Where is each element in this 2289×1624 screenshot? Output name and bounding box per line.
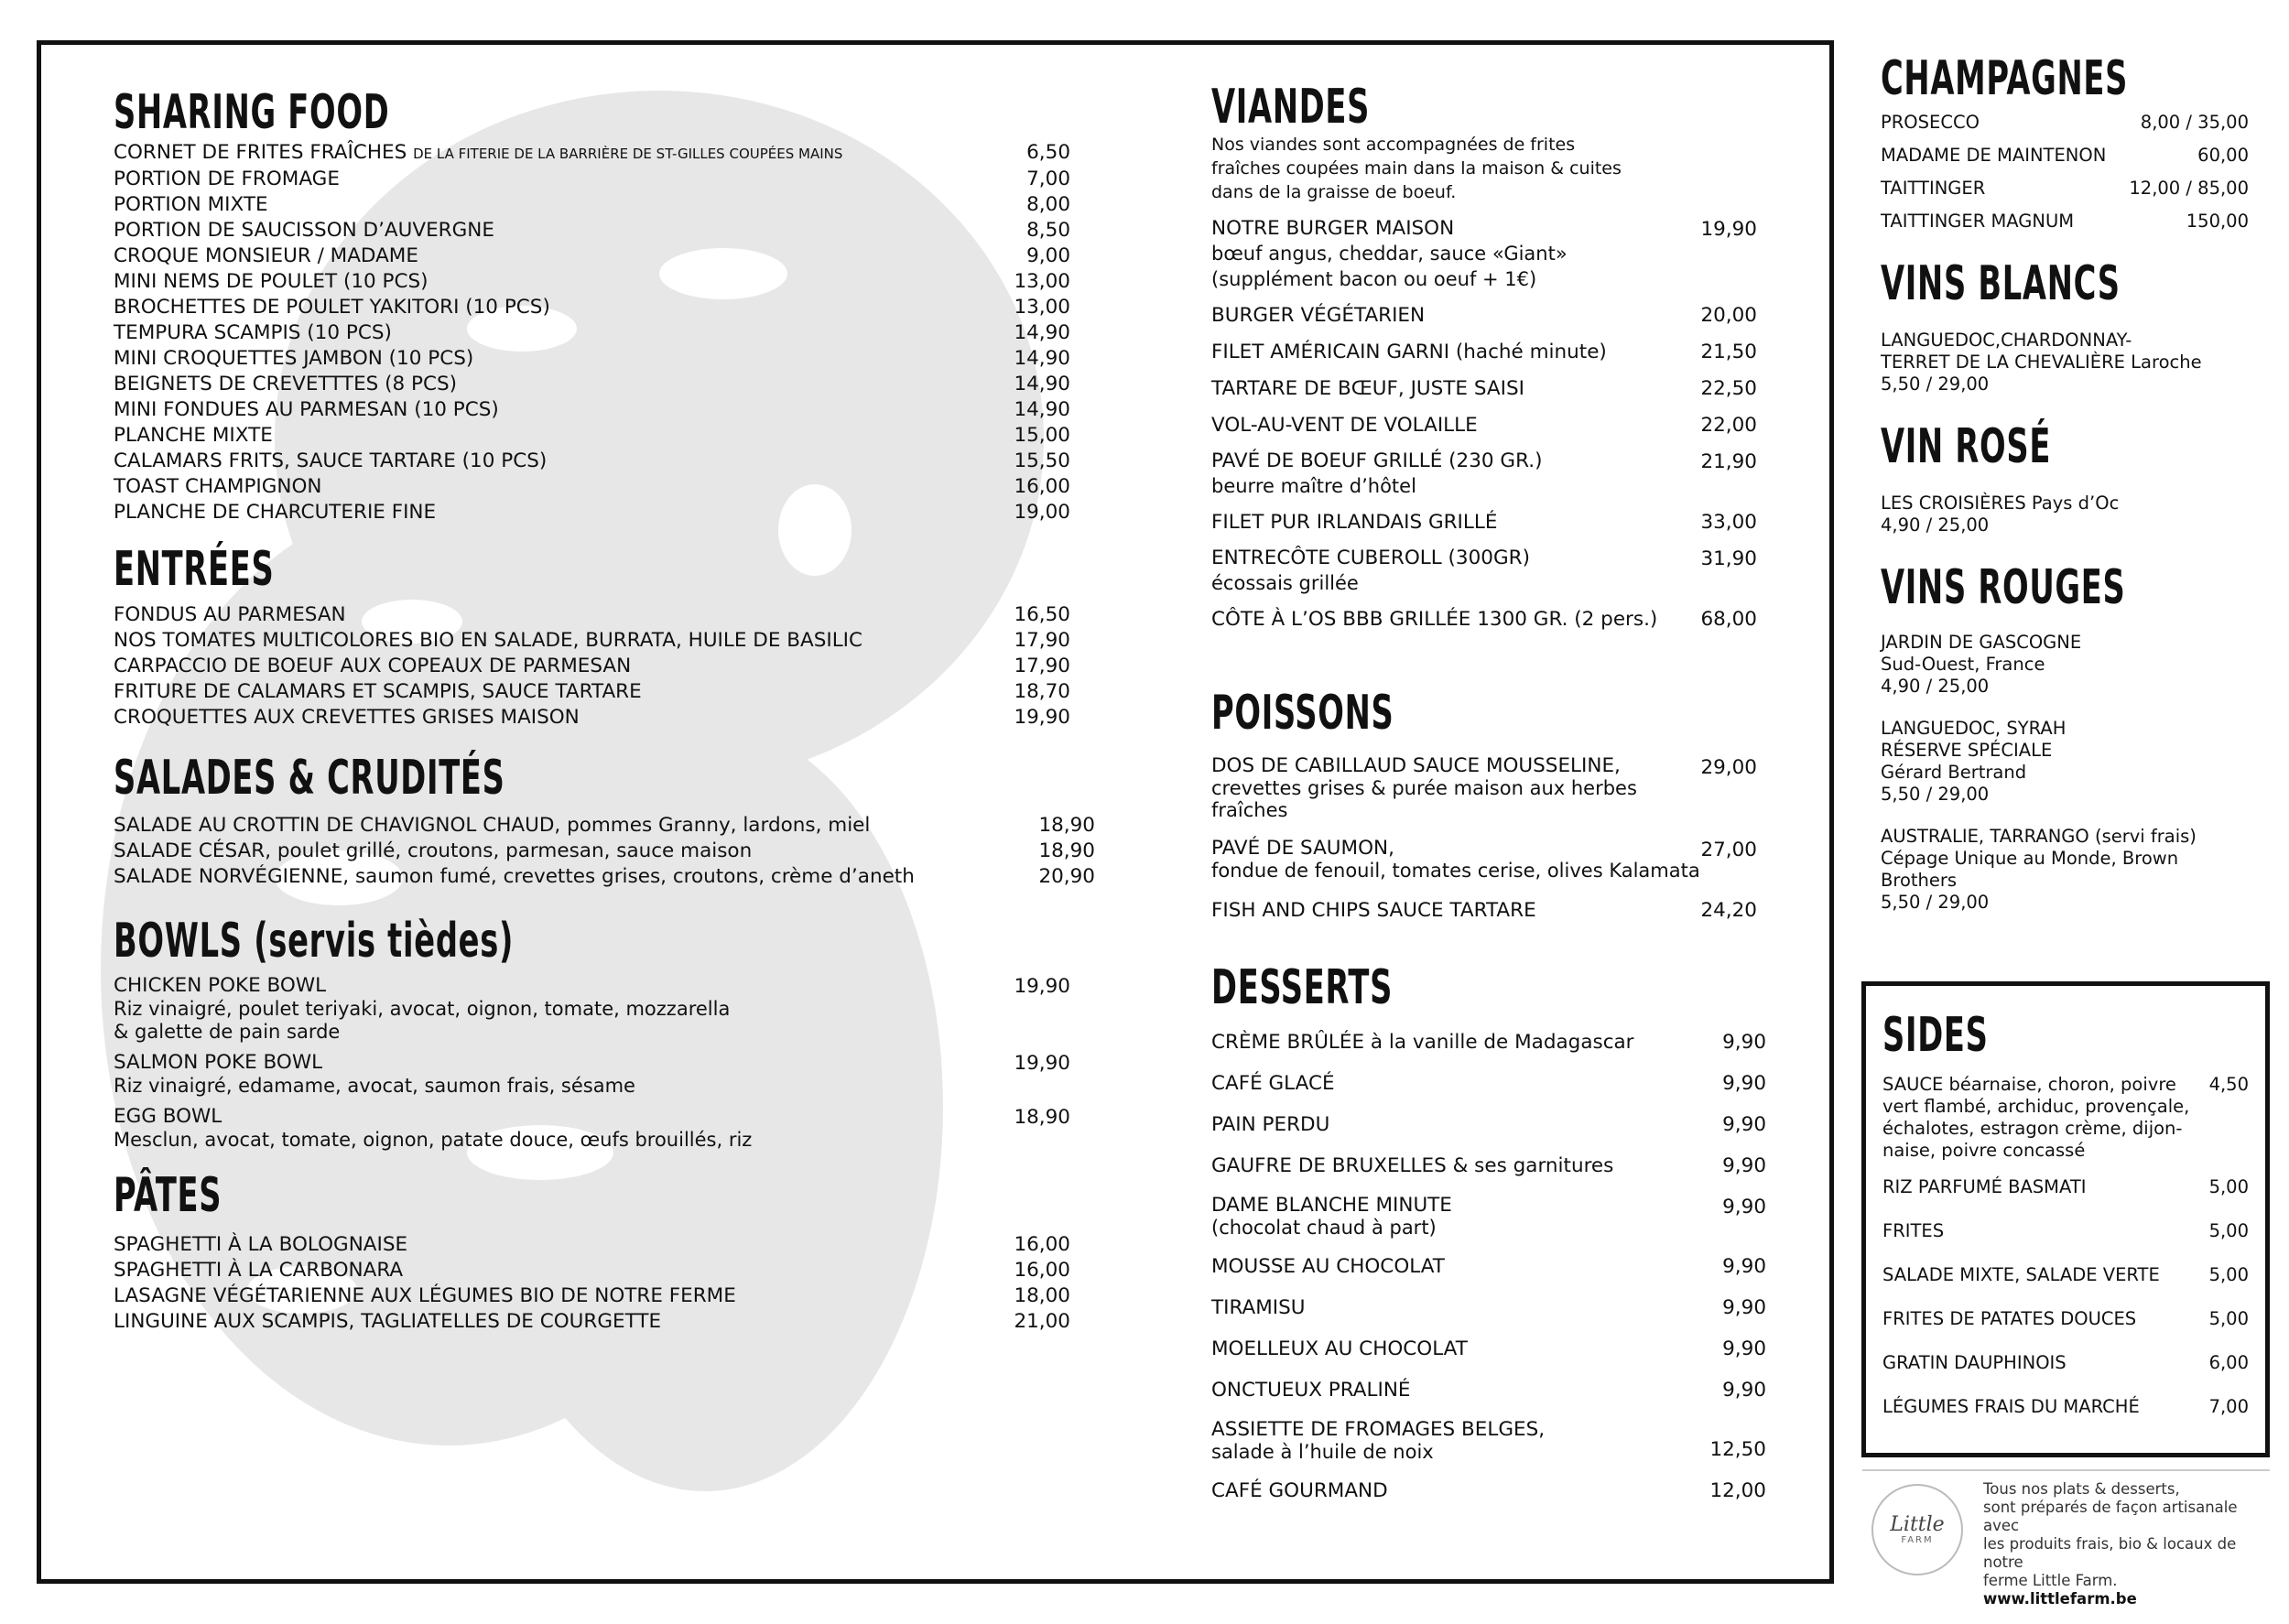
item-price: 13,00 (1014, 270, 1070, 293)
menu-item (1211, 1254, 1766, 1280)
side-item (1882, 1264, 2249, 1286)
item-price: 7,00 (1026, 168, 1070, 190)
item-name: PLANCHE MIXTE (114, 424, 273, 447)
wine-name: LES CROISIÈRES Pays d’Oc (1881, 493, 2120, 514)
item-price: 16,50 (1014, 603, 1070, 626)
item-name: BROCHETTES DE POULET YAKITORI (10 PCS) (114, 296, 550, 319)
menu-item (114, 705, 1070, 731)
item-price: 9,90 (1722, 1196, 1766, 1218)
item-name: CRÈME BRÛLÉE à la vanille de Madagascar (1211, 1031, 1634, 1054)
vins-rouges-section (1881, 560, 2249, 914)
wine-producer: Gérard Bertrand (1881, 762, 2027, 783)
side-name: SALADE MIXTE, SALADE VERTE (1882, 1264, 2160, 1285)
item-name: CÔTE À L’OS BBB GRILLÉE 1300 GR. (2 pers.) (1211, 608, 1658, 631)
item-name: CROQUETTES AUX CREVETTES GRISES MAISON (114, 706, 580, 729)
menu-item (114, 192, 1070, 218)
item-price: 9,00 (1026, 244, 1070, 267)
little-farm-logo-icon (1871, 1484, 1963, 1575)
left-column (114, 85, 1095, 1335)
menu-item (1211, 547, 1757, 596)
item-name: SALMON POKE BOWL (114, 1051, 323, 1074)
side-name: GRATIN DAUPHINOIS (1882, 1352, 2067, 1373)
item-name: MOUSSE AU CHOCOLAT (1211, 1255, 1445, 1278)
footer-line: les produits frais, bio & locaux de notre (1983, 1535, 2237, 1571)
bowls-section (114, 914, 1070, 1152)
item-price: 21,50 (1700, 341, 1757, 363)
item-price: 9,90 (1722, 1255, 1766, 1278)
section-note: fraîches coupées main dans la maison & cuites (1211, 158, 1622, 179)
item-name: EGG BOWL (114, 1105, 222, 1128)
menu-item (1211, 1195, 1766, 1239)
item-price: 9,90 (1722, 1296, 1766, 1319)
item-price: 17,90 (1014, 629, 1070, 652)
side-name: RIZ PARFUMÉ BASMATI (1882, 1176, 2087, 1197)
item-price: 18,70 (1014, 680, 1070, 703)
item-price: 20,00 (1700, 304, 1757, 327)
side-name: FRITES (1882, 1220, 1945, 1241)
menu-item (1211, 1153, 1766, 1179)
wine-price: 60,00 (2197, 145, 2249, 166)
side-price: 5,00 (2208, 1220, 2249, 1241)
wine-name: AUSTRALIE, TARRANGO (servi frais) (1881, 826, 2197, 847)
menu-item (114, 295, 1070, 320)
section-title: VINS ROUGES (1881, 560, 2126, 615)
item-description: Mesclun, avocat, tomate, oignon, patate douce, œufs brouillés, riz (114, 1129, 753, 1151)
item-name: LASAGNE VÉGÉTARIENNE AUX LÉGUMES BIO DE NOTRE FERME (114, 1284, 736, 1307)
item-price: 22,50 (1700, 377, 1757, 400)
item-description: beurre maître d’hôtel (1211, 475, 1416, 497)
wine-item (1881, 139, 2249, 172)
wine-name: TERRET DE LA CHEVALIÈRE Laroche (1881, 352, 2202, 373)
item-name: PAIN PERDU (1211, 1113, 1330, 1136)
footer-line: sont préparés de façon artisanale avec (1983, 1499, 2238, 1534)
item-description: Riz vinaigré, edamame, avocat, saumon frais, sésame (114, 1075, 635, 1097)
item-name: FISH AND CHIPS SAUCE TARTARE (1211, 899, 1536, 922)
menu-item (1211, 1378, 1766, 1403)
item-name: GAUFRE DE BRUXELLES & ses garnitures (1211, 1154, 1614, 1177)
menu-item (1211, 1337, 1766, 1362)
menu-item (1211, 1030, 1766, 1056)
item-price: 19,90 (1014, 1052, 1070, 1075)
section-title: SIDES (1882, 1008, 1989, 1063)
item-price: 9,90 (1722, 1337, 1766, 1360)
wine-region: Sud-Ouest, France (1881, 654, 2045, 675)
side-name: naise, poivre concassé (1882, 1140, 2086, 1161)
menu-item (114, 167, 1070, 192)
section-title: VINS BLANCS (1881, 256, 2121, 311)
menu-item (114, 372, 1070, 397)
footer (1862, 1469, 2270, 1608)
item-price: 13,00 (1014, 296, 1070, 319)
menu-item (114, 1105, 1070, 1152)
pates-section (114, 1168, 1070, 1335)
wine-name: RÉSERVE SPÉCIALE (1881, 740, 2053, 761)
side-name: échalotes, estragon crème, dijon- (1882, 1118, 2183, 1139)
section-note: dans de la graisse de boeuf. (1211, 182, 1457, 202)
side-name: vert flambé, archiduc, provençale, (1882, 1096, 2190, 1117)
wine-item (1881, 205, 2249, 238)
item-name: CHICKEN POKE BOWL (114, 974, 327, 997)
salades-section (114, 751, 1095, 890)
item-name: FILET PUR IRLANDAIS GRILLÉ (1211, 511, 1498, 534)
item-name: PLANCHE DE CHARCUTERIE FINE (114, 501, 437, 524)
item-price: 18,90 (1038, 839, 1095, 862)
section-title: SALADES & CRUDITÉS (114, 751, 505, 806)
item-description: bœuf angus, cheddar, sauce «Giant» (1211, 243, 1568, 265)
item-price: 22,00 (1700, 414, 1757, 437)
item-name: SALADE NORVÉGIENNE, saumon fumé, crevettes grises, croutons, crème d’aneth (114, 865, 915, 888)
item-name: ENTRECÔTE CUBEROLL (300GR) (1211, 547, 1530, 569)
item-price: 18,90 (1038, 814, 1095, 837)
item-name: VOL-AU-VENT DE VOLAILLE (1211, 414, 1478, 437)
menu-item (1211, 1295, 1766, 1321)
sides-box (1861, 981, 2270, 1457)
footer-line: Tous nos plats & desserts, (1983, 1480, 2180, 1498)
section-title: SHARING FOOD (114, 85, 390, 140)
menu-item (114, 864, 1095, 890)
item-name: CALAMARS FRITS, SAUCE TARTARE (10 PCS) (114, 449, 548, 472)
wine-name: TAITTINGER MAGNUM (1881, 211, 2075, 232)
item-price: 24,20 (1700, 899, 1757, 922)
menu-item (1211, 510, 1757, 536)
wine-item (1881, 718, 2249, 806)
sides-section (1882, 1008, 2249, 1418)
item-name: PORTION DE FROMAGE (114, 168, 340, 190)
item-name: PAVÉ DE BOEUF GRILLÉ (230 GR.) (1211, 449, 1543, 472)
entrees-section (114, 542, 1070, 731)
item-price: 19,00 (1014, 501, 1070, 524)
item-name: DOS DE CABILLAUD SAUCE MOUSSELINE, (1211, 754, 1621, 777)
desserts-section (1211, 960, 1766, 1504)
menu-item (1211, 376, 1757, 402)
menu-item (114, 679, 1070, 705)
item-description: & galette de pain sarde (114, 1021, 341, 1043)
wine-price: 5,50 / 29,00 (1881, 892, 1990, 913)
wine-price: 5,50 / 29,00 (1881, 784, 1990, 805)
side-price: 5,00 (2208, 1264, 2249, 1285)
wine-item (1881, 632, 2249, 698)
item-price: 19,90 (1014, 706, 1070, 729)
item-name: TIRAMISU (1211, 1296, 1306, 1319)
wine-item (1881, 172, 2249, 205)
item-name: PORTION MIXTE (114, 193, 268, 216)
item-price: 19,90 (1014, 975, 1070, 998)
item-price: 15,00 (1014, 424, 1070, 447)
menu-item (114, 449, 1070, 474)
logo-text: Little (1890, 1512, 1945, 1536)
item-price: 9,90 (1722, 1154, 1766, 1177)
item-price: 16,00 (1014, 1233, 1070, 1256)
section-title: VIANDES (1211, 80, 1371, 135)
menu-item (1211, 1112, 1766, 1138)
middle-column (1211, 80, 1766, 1504)
item-name: TARTARE DE BŒUF, JUSTE SAISI (1211, 377, 1524, 400)
item-description: salade à l’huile de noix (1211, 1441, 1434, 1463)
item-price: 14,90 (1014, 398, 1070, 421)
menu-item (114, 346, 1070, 372)
menu-item (1211, 449, 1757, 499)
section-title: POISSONS (1211, 686, 1394, 741)
menu-item (1211, 413, 1757, 438)
item-price: 33,00 (1700, 511, 1757, 534)
menu-item (114, 423, 1070, 449)
item-price: 18,00 (1014, 1284, 1070, 1307)
item-name: SALADE CÉSAR, poulet grillé, croutons, parmesan, sauce maison (114, 839, 753, 862)
wine-name: PROSECCO (1881, 112, 1980, 133)
item-price: 12,50 (1709, 1438, 1766, 1461)
menu-item (114, 320, 1070, 346)
wine-price: 4,90 / 25,00 (1881, 676, 1990, 697)
item-name: BURGER VÉGÉTARIEN (1211, 304, 1426, 327)
side-item (1882, 1396, 2249, 1418)
item-name: NOS TOMATES MULTICOLORES BIO EN SALADE, BURRATA, HUILE DE BASILIC (114, 629, 863, 652)
menu-item (1211, 755, 1757, 821)
item-price: 8,50 (1026, 219, 1070, 242)
item-price: 9,90 (1722, 1113, 1766, 1136)
menu-item (114, 269, 1070, 295)
wine-name: LANGUEDOC,CHARDONNAY- (1881, 330, 2132, 351)
item-price: 18,90 (1014, 1106, 1070, 1129)
item-name: CARPACCIO DE BOEUF AUX COPEAUX DE PARMESAN (114, 655, 632, 677)
item-description: écossais grillée (1211, 572, 1359, 594)
section-note: Nos viandes sont accompagnées de frites (1211, 135, 1576, 155)
side-item (1882, 1220, 2249, 1242)
item-name: ASSIETTE DE FROMAGES BELGES, (1211, 1418, 1546, 1441)
menu-item (114, 140, 1070, 167)
section-title: DESSERTS (1211, 960, 1394, 1015)
menu-item (1211, 1071, 1766, 1097)
section-title: VIN ROSÉ (1881, 419, 2052, 474)
section-title: CHAMPAGNES (1881, 51, 2129, 106)
item-price: 14,90 (1014, 373, 1070, 395)
menu-item (1211, 607, 1757, 633)
side-price: 7,00 (2208, 1396, 2249, 1417)
right-column (1881, 51, 2249, 914)
menu-item (1211, 1419, 1766, 1463)
website-link[interactable]: www.littlefarm.be (1983, 1590, 2137, 1608)
logo-subtext: FARM (1901, 1534, 1934, 1545)
wine-item (1881, 826, 2249, 914)
wine-price: 150,00 (2186, 211, 2249, 232)
item-name: CAFÉ GLACÉ (1211, 1072, 1335, 1095)
item-price: 16,00 (1014, 1259, 1070, 1282)
item-price: 16,00 (1014, 475, 1070, 498)
side-price: 5,00 (2208, 1176, 2249, 1197)
item-name: LINGUINE AUX SCAMPIS, TAGLIATELLES DE COURGETTE (114, 1310, 662, 1333)
menu-item (114, 813, 1095, 839)
menu-item (1211, 1478, 1766, 1504)
item-name: DAME BLANCHE MINUTE (1211, 1194, 1452, 1217)
side-item (1882, 1308, 2249, 1330)
item-price: 68,00 (1700, 608, 1757, 631)
menu-item (114, 474, 1070, 500)
side-name: SAUCE béarnaise, choron, poivre (1882, 1074, 2176, 1095)
item-price: 6,50 (1026, 141, 1070, 164)
item-price: 31,90 (1700, 547, 1757, 570)
sharing-food-section (114, 85, 1070, 525)
item-price: 17,90 (1014, 655, 1070, 677)
item-description: crevettes grises & purée maison aux herbes fraîches (1211, 777, 1637, 821)
item-price: 14,90 (1014, 321, 1070, 344)
menu-item (114, 1258, 1070, 1283)
item-name: CROQUE MONSIEUR / MADAME (114, 244, 418, 267)
item-name: MINI FONDUES AU PARMESAN (10 PCS) (114, 398, 499, 421)
item-name: FRITURE DE CALAMARS ET SCAMPIS, SAUCE TARTARE (114, 680, 642, 703)
menu-item (1211, 340, 1757, 365)
wine-name: TAITTINGER (1881, 178, 1986, 199)
item-price: 9,90 (1722, 1072, 1766, 1095)
side-item (1882, 1074, 2249, 1162)
item-name: TOAST CHAMPIGNON (114, 475, 322, 498)
item-name: MOELLEUX AU CHOCOLAT (1211, 1337, 1468, 1360)
wine-price: 5,50 / 29,00 (1881, 374, 1990, 395)
vin-rose-section (1881, 419, 2249, 536)
section-title: BOWLS (servis tièdes) (114, 914, 515, 969)
champagnes-section (1881, 51, 2249, 238)
item-name: FILET AMÉRICAIN GARNI (haché minute) (1211, 341, 1607, 363)
item-price: 20,90 (1038, 865, 1095, 888)
item-name: TEMPURA SCAMPIS (10 PCS) (114, 321, 392, 344)
item-price: 29,00 (1700, 756, 1757, 779)
vins-blancs-section (1881, 256, 2249, 395)
item-price: 21,00 (1014, 1310, 1070, 1333)
item-description: fondue de fenouil, tomates cerise, olives Kalamata (1211, 860, 1700, 882)
menu-item (1211, 838, 1757, 882)
item-name: MINI CROQUETTES JAMBON (10 PCS) (114, 347, 474, 370)
item-description: Riz vinaigré, poulet teriyaki, avocat, oignon, tomate, mozzarella (114, 998, 731, 1020)
item-name: FONDUS AU PARMESAN (114, 603, 346, 626)
menu-item (114, 654, 1070, 679)
item-price: 14,90 (1014, 347, 1070, 370)
item-price: 15,50 (1014, 449, 1070, 472)
item-name: PAVÉ DE SAUMON, (1211, 837, 1394, 860)
item-description: (supplément bacon ou oeuf + 1€) (1211, 268, 1537, 290)
menu-item (114, 500, 1070, 525)
menu-item (114, 974, 1070, 1044)
side-price: 5,00 (2208, 1308, 2249, 1329)
wine-price: 8,00 / 35,00 (2140, 112, 2249, 133)
side-price: 4,50 (2208, 1074, 2249, 1095)
viandes-section (1211, 80, 1757, 633)
menu-item (1211, 898, 1757, 924)
side-item (1882, 1176, 2249, 1198)
item-price: 21,90 (1700, 450, 1757, 473)
item-name: SPAGHETTI À LA BOLOGNAISE (114, 1233, 408, 1256)
item-price: 8,00 (1026, 193, 1070, 216)
item-name: PORTION DE SAUCISSON D’AUVERGNE (114, 219, 494, 242)
menu-frame (37, 40, 1834, 1584)
menu-item (1211, 217, 1757, 292)
item-name: CAFÉ GOURMAND (1211, 1479, 1388, 1502)
menu-item (114, 1232, 1070, 1258)
poissons-section (1211, 686, 1757, 924)
menu-item (1211, 303, 1757, 329)
item-price: 9,90 (1722, 1031, 1766, 1054)
item-price: 27,00 (1700, 839, 1757, 861)
side-price: 6,00 (2208, 1352, 2249, 1373)
item-name: MINI NEMS DE POULET (10 PCS) (114, 270, 429, 293)
menu-item (114, 218, 1070, 244)
menu-item (114, 1283, 1070, 1309)
menu-item (114, 244, 1070, 269)
wine-producer: Cépage Unique au Monde, Brown Brothers (1881, 848, 2179, 891)
wine-price: 12,00 / 85,00 (2129, 178, 2249, 199)
wine-price: 4,90 / 25,00 (1881, 514, 1990, 536)
wine-name: MADAME DE MAINTENON (1881, 145, 2107, 166)
side-item (1882, 1352, 2249, 1374)
item-price: 9,90 (1722, 1379, 1766, 1402)
item-description: (chocolat chaud à part) (1211, 1217, 1437, 1239)
side-name: FRITES DE PATATES DOUCES (1882, 1308, 2137, 1329)
item-note: DE LA FITERIE DE LA BARRIÈRE DE ST-GILLES COUPÉES MAINS (413, 146, 843, 162)
item-price: 12,00 (1709, 1479, 1766, 1502)
menu-item (114, 1309, 1070, 1335)
menu-item (114, 1051, 1070, 1098)
item-name: CORNET DE FRITES FRAÎCHES (114, 141, 407, 164)
menu-item (114, 602, 1070, 628)
item-name: SALADE AU CROTTIN DE CHAVIGNOL CHAUD, pommes Granny, lardons, miel (114, 814, 871, 837)
section-title: ENTRÉES (114, 542, 275, 597)
item-name: NOTRE BURGER MAISON (1211, 217, 1455, 240)
item-price: 19,90 (1700, 218, 1757, 241)
item-name: ONCTUEUX PRALINÉ (1211, 1379, 1411, 1402)
item-name: BEIGNETS DE CREVETTTES (8 PCS) (114, 373, 458, 395)
menu-item (114, 397, 1070, 423)
wine-name: LANGUEDOC, SYRAH (1881, 718, 2067, 739)
section-title: PÂTES (114, 1168, 222, 1223)
side-name: LÉGUMES FRAIS DU MARCHÉ (1882, 1396, 2140, 1417)
item-name: SPAGHETTI À LA CARBONARA (114, 1259, 404, 1282)
menu-item (114, 839, 1095, 864)
menu-item (114, 628, 1070, 654)
wine-name: JARDIN DE GASCOGNE (1881, 632, 2082, 653)
footer-line: ferme Little Farm. (1983, 1572, 2118, 1589)
wine-item (1881, 106, 2249, 139)
